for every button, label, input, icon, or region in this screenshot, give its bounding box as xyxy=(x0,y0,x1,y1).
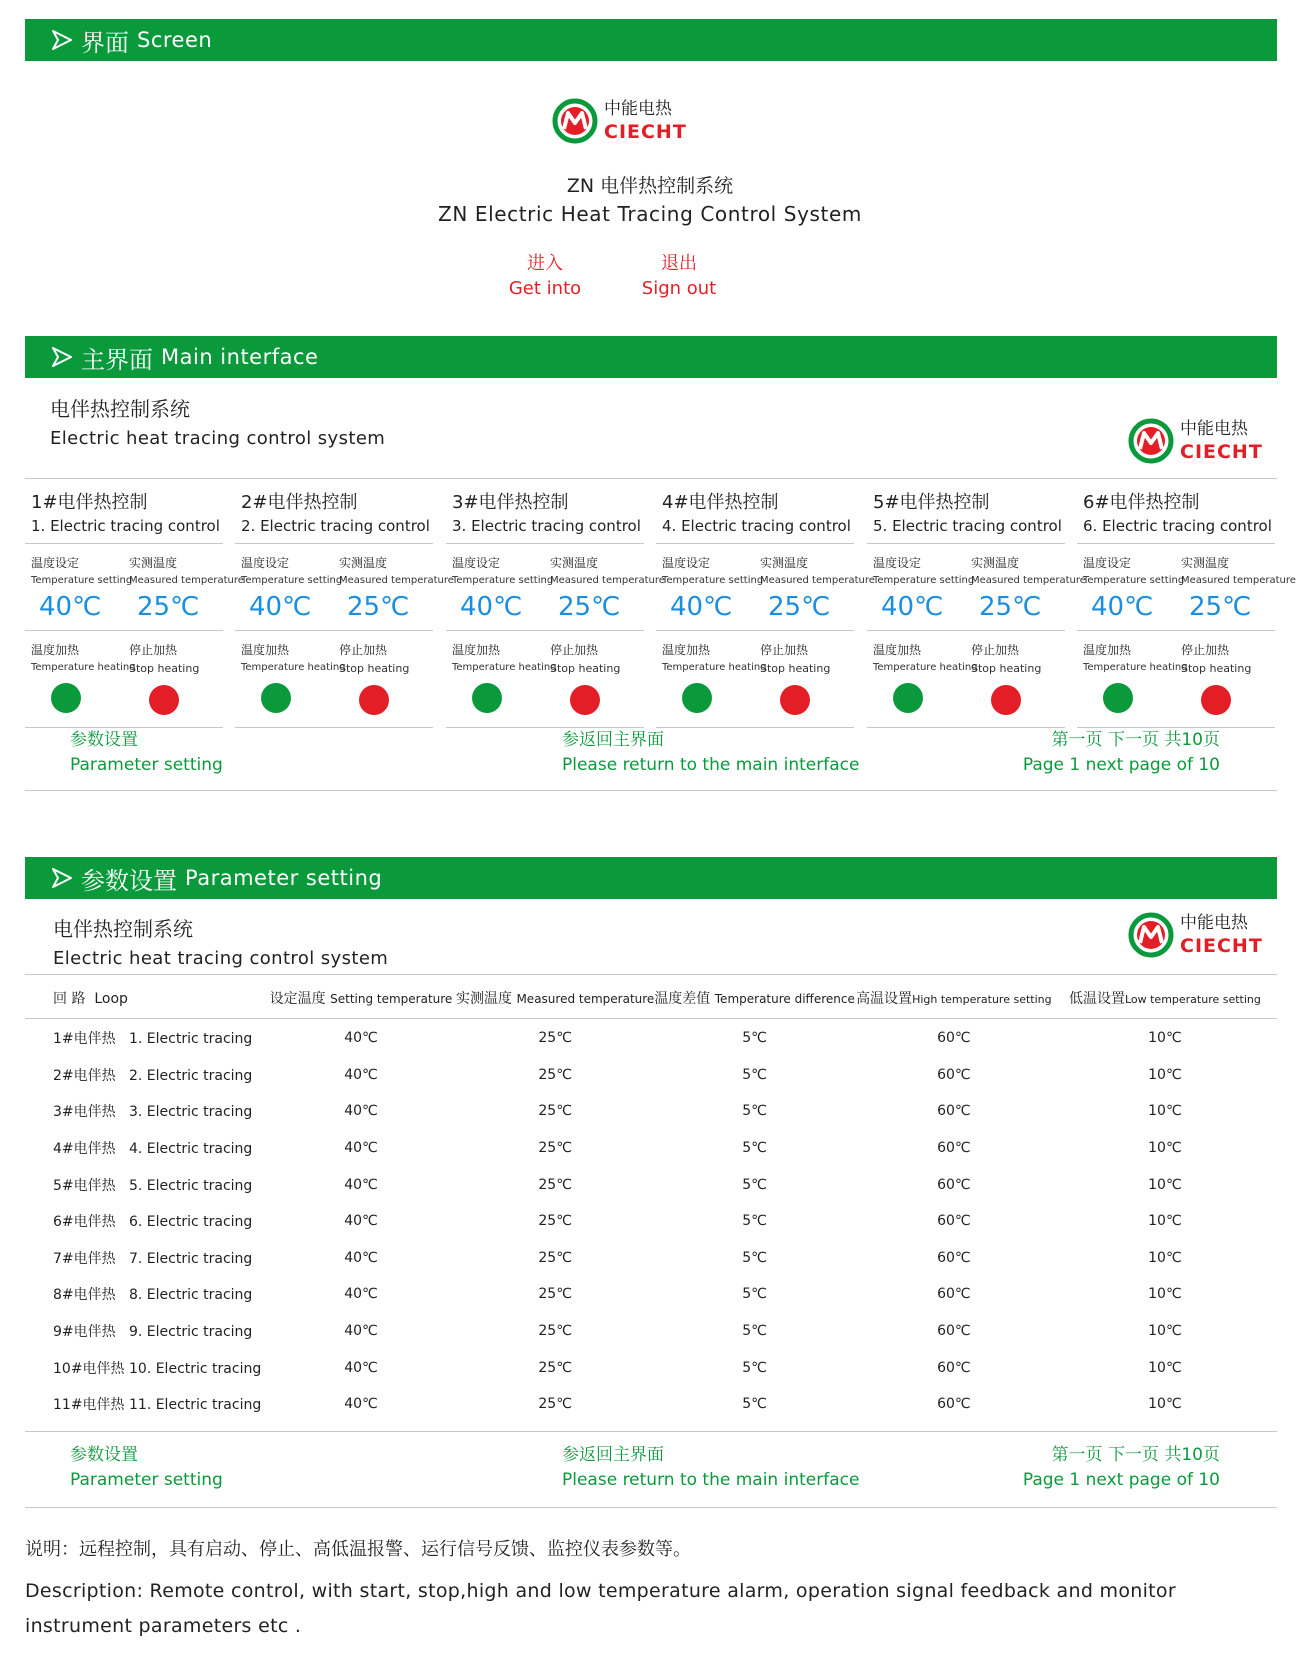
difference-cell: 5℃ xyxy=(742,1213,767,1230)
stop-indicator-button[interactable] xyxy=(780,685,810,715)
difference-cell: 5℃ xyxy=(742,1396,767,1413)
measured-cell: 25℃ xyxy=(538,1030,572,1047)
temp-setting-label-zh: 温度设定 xyxy=(662,556,711,570)
brand-name-en: CIECHT xyxy=(1180,934,1263,957)
description-zh: 说明：远程控制，具有启动、停止、高低温报警、运行信号反馈、监控仪表参数等。 xyxy=(25,1539,691,1560)
stop-label-zh: 停止加热 xyxy=(760,643,809,657)
measured-cell: 25℃ xyxy=(538,1359,572,1376)
temp-setting-value[interactable]: 40℃ xyxy=(460,592,523,622)
section-header-param xyxy=(25,857,1277,899)
heating-label-zh: 温度加热 xyxy=(662,643,711,657)
parameter-setting-link[interactable] xyxy=(70,1443,223,1493)
table-row xyxy=(25,1130,1277,1167)
measured-temp-value: 25℃ xyxy=(768,592,831,622)
pagination-en: Page 1 next page of 10 xyxy=(1022,1470,1220,1490)
stop-label-zh: 停止加热 xyxy=(971,643,1020,657)
loop-cell: 10#电伴热 10. Electric tracing xyxy=(53,1360,262,1377)
panel-title-zh: 1#电伴热控制 xyxy=(31,492,148,513)
table-row xyxy=(25,1057,1277,1094)
panel-title-zh: 5#电伴热控制 xyxy=(873,492,990,513)
system-title-en: ZN Electric Heat Tracing Control System xyxy=(438,202,862,226)
return-main-en: Please return to the main interface xyxy=(562,755,860,775)
difference-cell: 5℃ xyxy=(742,1066,767,1083)
low-cell: 10℃ xyxy=(1148,1396,1182,1413)
section-header-main xyxy=(25,336,1277,378)
measured-label-zh: 实测温度 xyxy=(339,556,388,570)
setting-cell: 40℃ xyxy=(344,1286,378,1303)
temp-setting-label-en: Temperature setting xyxy=(662,575,764,586)
difference-cell: 5℃ xyxy=(742,1140,767,1157)
stop-indicator-button[interactable] xyxy=(149,685,179,715)
heating-label-zh: 温度加热 xyxy=(1083,643,1132,657)
stop-label-en: Stop heating xyxy=(971,662,1042,675)
heating-label-en: Temperature heating xyxy=(241,662,346,673)
temp-setting-value[interactable]: 40℃ xyxy=(1091,592,1154,622)
measured-cell: 25℃ xyxy=(538,1396,572,1413)
return-main-zh: 参返回主界面 xyxy=(562,1445,664,1465)
low-cell: 10℃ xyxy=(1148,1213,1182,1230)
low-cell: 10℃ xyxy=(1148,1103,1182,1120)
panel-title-zh: 6#电伴热控制 xyxy=(1083,492,1200,513)
high-cell: 60℃ xyxy=(937,1103,971,1120)
param-system-title-zh: 电伴热控制系统 xyxy=(53,917,193,941)
loop-cell: 2#电伴热 2. Electric tracing xyxy=(53,1067,253,1084)
table-row xyxy=(25,1313,1277,1350)
stop-label-zh: 停止加热 xyxy=(1181,643,1230,657)
col-low: 低温设置Low temperature setting xyxy=(1068,991,1261,1007)
tracing-panel xyxy=(656,488,875,728)
divider xyxy=(25,478,1277,479)
table-row xyxy=(25,1020,1277,1057)
measured-temp-value: 25℃ xyxy=(558,592,621,622)
difference-cell: 5℃ xyxy=(742,1249,767,1266)
difference-cell: 5℃ xyxy=(742,1030,767,1047)
divider xyxy=(25,1507,1277,1508)
measured-cell: 25℃ xyxy=(538,1323,572,1340)
measured-cell: 25℃ xyxy=(538,1140,572,1157)
high-cell: 60℃ xyxy=(937,1140,971,1157)
high-cell: 60℃ xyxy=(937,1066,971,1083)
pagination-zh: 第一页 下一页 共10页 xyxy=(1051,1445,1220,1465)
stop-label-zh: 停止加热 xyxy=(550,643,599,657)
arrow-right-icon xyxy=(51,29,73,51)
measured-cell: 25℃ xyxy=(538,1286,572,1303)
measured-cell: 25℃ xyxy=(538,1213,572,1230)
setting-cell: 40℃ xyxy=(344,1066,378,1083)
get-into-button[interactable] xyxy=(495,251,595,301)
panel-title-zh: 2#电伴热控制 xyxy=(241,492,358,513)
brand-name-zh: 中能电热 xyxy=(604,98,672,119)
loop-cell: 4#电伴热 4. Electric tracing xyxy=(53,1141,253,1158)
measured-label-en: Measured temperature xyxy=(760,575,875,586)
heating-label-zh: 温度加热 xyxy=(241,643,290,657)
high-cell: 60℃ xyxy=(937,1396,971,1413)
main-system-title-zh: 电伴热控制系统 xyxy=(50,397,190,421)
measured-cell: 25℃ xyxy=(538,1176,572,1193)
measured-label-en: Measured temperature xyxy=(1181,575,1296,586)
heating-label-zh: 温度加热 xyxy=(31,643,80,657)
section-title-zh: 界面 xyxy=(81,28,129,57)
measured-label-zh: 实测温度 xyxy=(129,556,178,570)
brand-name-zh: 中能电热 xyxy=(1180,912,1248,933)
sign-out-zh: 退出 xyxy=(661,253,697,274)
pagination-en: Page 1 next page of 10 xyxy=(1022,755,1220,775)
temp-setting-value[interactable]: 40℃ xyxy=(39,592,102,622)
temp-setting-label-zh: 温度设定 xyxy=(452,556,501,570)
measured-temp-value: 25℃ xyxy=(347,592,410,622)
brand-name-en: CIECHT xyxy=(604,120,687,143)
temp-setting-label-zh: 温度设定 xyxy=(31,556,80,570)
loop-cell: 11#电伴热 11. Electric tracing xyxy=(53,1397,262,1414)
heating-indicator-button[interactable] xyxy=(682,683,712,713)
description xyxy=(25,1535,1285,1644)
low-cell: 10℃ xyxy=(1148,1359,1182,1376)
low-cell: 10℃ xyxy=(1148,1249,1182,1266)
measured-cell: 25℃ xyxy=(538,1066,572,1083)
param-system-title xyxy=(53,913,388,969)
pagination[interactable] xyxy=(1020,728,1220,778)
setting-cell: 40℃ xyxy=(344,1103,378,1120)
temp-setting-label-zh: 温度设定 xyxy=(241,556,290,570)
section-title-en: Screen xyxy=(137,28,213,52)
low-cell: 10℃ xyxy=(1148,1030,1182,1047)
difference-cell: 5℃ xyxy=(742,1323,767,1340)
get-into-en: Get into xyxy=(508,278,582,299)
tracing-panel xyxy=(235,488,454,728)
return-main-link[interactable] xyxy=(562,728,859,778)
section-header-screen xyxy=(25,19,1277,61)
heating-indicator-button[interactable] xyxy=(472,683,502,713)
setting-cell: 40℃ xyxy=(344,1323,378,1340)
high-cell: 60℃ xyxy=(937,1323,971,1340)
panel-title-en: 5. Electric tracing control xyxy=(873,517,1062,535)
parameter-setting-en: Parameter setting xyxy=(70,755,223,775)
low-cell: 10℃ xyxy=(1148,1323,1182,1340)
measured-label-en: Measured temperature xyxy=(971,575,1086,586)
get-into-zh: 进入 xyxy=(527,253,563,274)
stop-label-en: Stop heating xyxy=(760,662,831,675)
sign-out-en: Sign out xyxy=(641,278,717,299)
loop-cell: 1#电伴热 1. Electric tracing xyxy=(53,1031,253,1048)
table-row xyxy=(25,1166,1277,1203)
panel-title-en: 2. Electric tracing control xyxy=(241,517,430,535)
tracing-panel xyxy=(25,488,244,728)
heating-label-en: Temperature heating xyxy=(452,662,557,673)
loop-cell: 7#电伴热 7. Electric tracing xyxy=(53,1250,253,1267)
heating-label-en: Temperature heating xyxy=(1083,662,1188,673)
section-title-zh: 参数设置 xyxy=(81,866,177,895)
measured-cell: 25℃ xyxy=(538,1103,572,1120)
table-row xyxy=(25,1093,1277,1130)
measured-label-zh: 实测温度 xyxy=(760,556,809,570)
section-title-en: Main interface xyxy=(161,345,319,369)
return-main-zh: 参返回主界面 xyxy=(562,730,664,750)
setting-cell: 40℃ xyxy=(344,1359,378,1376)
temp-setting-label-zh: 温度设定 xyxy=(1083,556,1132,570)
high-cell: 60℃ xyxy=(937,1213,971,1230)
panel-title-en: 4. Electric tracing control xyxy=(662,517,851,535)
low-cell: 10℃ xyxy=(1148,1066,1182,1083)
col-difference: 温度差值 Temperature difference xyxy=(654,991,855,1007)
heating-label-zh: 温度加热 xyxy=(452,643,501,657)
panel-title-en: 1. Electric tracing control xyxy=(31,517,220,535)
main-system-title-en: Electric heat tracing control system xyxy=(50,428,386,449)
brand-logo xyxy=(1128,912,1263,958)
arrow-right-icon xyxy=(51,346,73,368)
temp-setting-value[interactable]: 40℃ xyxy=(249,592,312,622)
difference-cell: 5℃ xyxy=(742,1359,767,1376)
heating-indicator-button[interactable] xyxy=(893,683,923,713)
panel-title-en: 3. Electric tracing control xyxy=(452,517,641,535)
heating-label-en: Temperature heating xyxy=(662,662,767,673)
measured-temp-value: 25℃ xyxy=(1189,592,1252,622)
high-cell: 60℃ xyxy=(937,1030,971,1047)
table-row xyxy=(25,1203,1277,1240)
temp-setting-label-en: Temperature setting xyxy=(31,575,133,586)
heating-label-en: Temperature heating xyxy=(873,662,978,673)
divider xyxy=(25,1431,1277,1432)
heating-label-zh: 温度加热 xyxy=(873,643,922,657)
divider xyxy=(25,974,1277,975)
low-cell: 10℃ xyxy=(1148,1140,1182,1157)
loop-cell: 8#电伴热 8. Electric tracing xyxy=(53,1287,253,1304)
divider xyxy=(235,727,433,728)
ciecht-logo-icon xyxy=(1128,418,1174,464)
temp-setting-label-en: Temperature setting xyxy=(241,575,343,586)
brand-name-zh: 中能电热 xyxy=(1180,418,1248,439)
sign-out-button[interactable] xyxy=(629,251,729,301)
loop-cell: 3#电伴热 3. Electric tracing xyxy=(53,1104,253,1121)
parameter-setting-link[interactable] xyxy=(70,728,223,778)
setting-cell: 40℃ xyxy=(344,1176,378,1193)
table-row xyxy=(25,1386,1277,1423)
panel-title-zh: 4#电伴热控制 xyxy=(662,492,779,513)
stop-indicator-button[interactable] xyxy=(359,685,389,715)
stop-label-zh: 停止加热 xyxy=(339,643,388,657)
heating-indicator-button[interactable] xyxy=(261,683,291,713)
temp-setting-label-en: Temperature setting xyxy=(873,575,975,586)
section-title-en: Parameter setting xyxy=(185,866,383,890)
stop-label-zh: 停止加热 xyxy=(129,643,178,657)
tracing-panel xyxy=(1077,488,1296,728)
heating-indicator-button[interactable] xyxy=(1103,683,1133,713)
temp-setting-label-en: Temperature setting xyxy=(1083,575,1185,586)
col-setting: 设定温度 Setting temperature xyxy=(269,991,453,1007)
return-main-en: Please return to the main interface xyxy=(562,1470,860,1490)
high-cell: 60℃ xyxy=(937,1176,971,1193)
arrow-right-icon xyxy=(51,867,73,889)
param-system-title-en: Electric heat tracing control system xyxy=(53,948,389,969)
parameter-table xyxy=(25,976,1277,1423)
loop-cell: 6#电伴热 6. Electric tracing xyxy=(53,1214,253,1231)
description-en: Description: Remote control, with start, stop,high and low temperature alarm, operation signal feedback and monitor instrument parameters etc . xyxy=(25,1580,1176,1637)
setting-cell: 40℃ xyxy=(344,1213,378,1230)
return-main-link[interactable] xyxy=(562,1443,859,1493)
main-system-title xyxy=(50,393,385,449)
temp-setting-value[interactable]: 40℃ xyxy=(670,592,733,622)
table-row xyxy=(25,1276,1277,1313)
stop-indicator-button[interactable] xyxy=(570,685,600,715)
panel-title-en: 6. Electric tracing control xyxy=(1083,517,1272,535)
low-cell: 10℃ xyxy=(1148,1286,1182,1303)
ciecht-logo-icon xyxy=(1128,912,1174,958)
tracing-panel xyxy=(867,488,1086,728)
measured-label-zh: 实测温度 xyxy=(550,556,599,570)
parameter-setting-zh: 参数设置 xyxy=(70,730,138,750)
heating-label-en: Temperature heating xyxy=(31,662,136,673)
measured-label-en: Measured temperature xyxy=(550,575,665,586)
measured-label-zh: 实测温度 xyxy=(971,556,1020,570)
panel-title-zh: 3#电伴热控制 xyxy=(452,492,569,513)
measured-label-en: Measured temperature xyxy=(339,575,454,586)
measured-label-en: Measured temperature xyxy=(129,575,244,586)
setting-cell: 40℃ xyxy=(344,1030,378,1047)
heating-indicator-button[interactable] xyxy=(51,683,81,713)
brand-logo xyxy=(552,98,687,144)
measured-temp-value: 25℃ xyxy=(979,592,1042,622)
ciecht-logo-icon xyxy=(552,98,598,144)
col-measured: 实测温度 Measured temperature xyxy=(456,991,655,1007)
tracing-panel xyxy=(446,488,665,728)
difference-cell: 5℃ xyxy=(742,1286,767,1303)
difference-cell: 5℃ xyxy=(742,1176,767,1193)
brand-name-en: CIECHT xyxy=(1180,440,1263,463)
pagination[interactable] xyxy=(1020,1443,1220,1493)
divider xyxy=(25,1018,1277,1019)
system-title-zh: ZN 电伴热控制系统 xyxy=(566,175,734,197)
divider xyxy=(25,790,1277,791)
setting-cell: 40℃ xyxy=(344,1140,378,1157)
col-loop: 回 路 Loop xyxy=(53,991,128,1007)
parameter-setting-en: Parameter setting xyxy=(70,1470,223,1490)
low-cell: 10℃ xyxy=(1148,1176,1182,1193)
stop-indicator-button[interactable] xyxy=(1201,685,1231,715)
measured-temp-value: 25℃ xyxy=(137,592,200,622)
high-cell: 60℃ xyxy=(937,1359,971,1376)
stop-label-en: Stop heating xyxy=(550,662,621,675)
col-high: 高温设置High temperature setting xyxy=(856,991,1052,1007)
difference-cell: 5℃ xyxy=(742,1103,767,1120)
stop-label-en: Stop heating xyxy=(129,662,200,675)
temp-setting-label-zh: 温度设定 xyxy=(873,556,922,570)
loop-cell: 9#电伴热 9. Electric tracing xyxy=(53,1324,253,1341)
table-row xyxy=(25,1240,1277,1277)
section-title-zh: 主界面 xyxy=(81,345,153,374)
loop-cell: 5#电伴热 5. Electric tracing xyxy=(53,1177,253,1194)
pagination-zh: 第一页 下一页 共10页 xyxy=(1051,730,1220,750)
table-header-row xyxy=(25,976,1277,1020)
table-row xyxy=(25,1349,1277,1386)
brand-logo xyxy=(1128,418,1263,464)
temp-setting-label-en: Temperature setting xyxy=(452,575,554,586)
setting-cell: 40℃ xyxy=(344,1249,378,1266)
high-cell: 60℃ xyxy=(937,1286,971,1303)
setting-cell: 40℃ xyxy=(344,1396,378,1413)
stop-indicator-button[interactable] xyxy=(991,685,1021,715)
temp-setting-value[interactable]: 40℃ xyxy=(881,592,944,622)
measured-cell: 25℃ xyxy=(538,1249,572,1266)
high-cell: 60℃ xyxy=(937,1249,971,1266)
stop-label-en: Stop heating xyxy=(339,662,410,675)
parameter-setting-zh: 参数设置 xyxy=(70,1445,138,1465)
stop-label-en: Stop heating xyxy=(1181,662,1252,675)
measured-label-zh: 实测温度 xyxy=(1181,556,1230,570)
